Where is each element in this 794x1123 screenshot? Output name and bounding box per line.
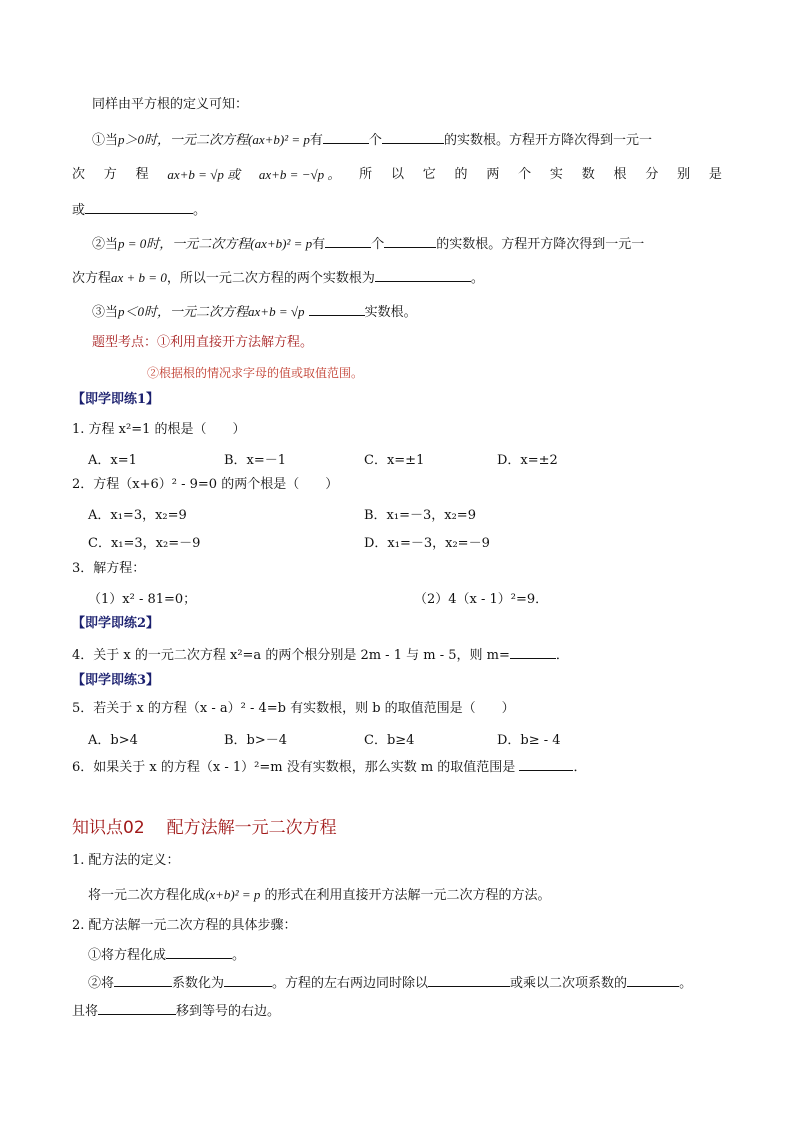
q6-stem: 6．如果关于 x 的方程（x - 1）²=m 没有实数根，那么实数 m 的取值范围是 xyxy=(72,760,516,775)
q3-part-2: （2）4（x - 1）²=9． xyxy=(414,592,549,607)
blank-input[interactable] xyxy=(85,200,193,214)
blank-input[interactable] xyxy=(309,302,365,316)
case1-has: 有 xyxy=(309,133,323,148)
case2-equation: (ax+b)² = p xyxy=(250,236,313,251)
word: 次 xyxy=(72,167,86,182)
def-label: 1. 配方法的定义： xyxy=(72,853,180,868)
q5-option-b[interactable]: B．b>－4 xyxy=(224,733,288,748)
blank-input[interactable] xyxy=(382,130,444,144)
blank-input[interactable] xyxy=(519,757,573,771)
q1-option-d[interactable]: D．x=±2 xyxy=(497,453,558,468)
q1-option-a[interactable]: A．x=1 xyxy=(88,453,137,468)
word: 所 xyxy=(359,167,373,182)
period: 。 xyxy=(679,976,693,991)
case2-suffix: 的实数根。方程开方降次得到一元一 xyxy=(436,237,645,252)
case1-suffix: 的实数根。方程开方降次得到一元一 xyxy=(443,133,652,148)
practice1-title: 【即学即练1】 xyxy=(72,392,160,407)
period: 。 xyxy=(193,203,207,218)
case3-condition: p＜0时，一元二次方程 xyxy=(118,304,249,319)
case3-prefix: ③当 xyxy=(92,305,119,320)
steps-label: 2. 配方法解一元二次方程的具体步骤： xyxy=(72,918,297,933)
word: 分 xyxy=(645,167,659,182)
exam-point-1: ①利用直接开方法解方程。 xyxy=(157,335,314,350)
blank-input[interactable] xyxy=(510,645,556,659)
case3-suffix: 实数根。 xyxy=(364,305,417,320)
exam-points-label: 题型考点： xyxy=(92,335,158,350)
equation: ax+b = √p 或 xyxy=(167,167,241,182)
q5-stem: 5．若关于 x 的方程（x - a）² - 4=b 有实数根，则 b 的取值范围是（ ） xyxy=(72,701,515,716)
case2-prefix: ②当 xyxy=(92,237,119,252)
word: 别 xyxy=(677,167,691,182)
blank-input[interactable] xyxy=(627,973,679,987)
case1-line3 xyxy=(72,200,206,220)
case2-line2 xyxy=(72,268,484,288)
word: 的 xyxy=(454,167,468,182)
q2-option-b[interactable]: B．x₁=－3，x₂=9 xyxy=(364,508,476,523)
case2-has: 有 xyxy=(312,237,326,252)
step2 xyxy=(88,973,692,993)
q1-stem: 1. 方程 x²=1 的根是（ ） xyxy=(72,422,246,437)
blank-input[interactable] xyxy=(323,130,369,144)
section2-heading xyxy=(72,817,337,839)
step2-line2-a: 且将 xyxy=(72,1004,99,1019)
practice3-title: 【即学即练3】 xyxy=(72,673,160,688)
def-equation: (x+b)² = p xyxy=(205,887,261,902)
case1-equation: (ax+b)² = p xyxy=(248,132,310,147)
q2-option-d[interactable]: D．x₁=－3，x₂=－9 xyxy=(364,536,490,551)
case1-ge: 个 xyxy=(368,133,382,148)
case3-equation: ax+b = √p xyxy=(248,304,305,319)
blank-input[interactable] xyxy=(224,973,272,987)
q5-option-c[interactable]: C．b≥4 xyxy=(364,733,415,748)
q5-option-a[interactable]: A．b>4 xyxy=(88,733,138,748)
def-text xyxy=(88,886,551,905)
case2-line2-equation: ax + b = 0 xyxy=(111,270,167,285)
q1-option-b[interactable]: B．x=－1 xyxy=(224,453,287,468)
q3-part-1: （1）x² - 81=0； xyxy=(88,592,197,607)
q4 xyxy=(72,645,569,665)
period: ． xyxy=(573,760,587,775)
heading-title: 配方法解一元二次方程 xyxy=(166,818,337,838)
q6 xyxy=(72,757,586,777)
period: ． xyxy=(555,648,569,663)
heading-number: 知识点02 xyxy=(72,818,145,838)
blank-input[interactable] xyxy=(325,234,371,248)
word: 数 xyxy=(581,167,595,182)
q1-option-c[interactable]: C．x=±1 xyxy=(364,453,425,468)
equation: ax+b = −√p 。 xyxy=(258,167,341,182)
q2-option-c[interactable]: C．x₁=3，x₂=－9 xyxy=(88,536,201,551)
blank-input[interactable] xyxy=(114,973,172,987)
exam-point-2: ②根据根的情况求字母的值或取值范围。 xyxy=(147,366,364,380)
period: 。 xyxy=(232,948,246,963)
q2-option-a[interactable]: A．x₁=3，x₂=9 xyxy=(88,508,187,523)
practice2-title: 【即学即练2】 xyxy=(72,616,160,631)
word: 方 xyxy=(103,167,117,182)
case1-prefix: ①当 xyxy=(92,133,119,148)
def-suffix: 的形式在利用直接开方法解一元二次方程的方法。 xyxy=(264,888,551,903)
case1-line2 xyxy=(72,166,722,184)
case1-line1 xyxy=(92,130,652,150)
word: 实 xyxy=(549,167,563,182)
step1-prefix: ①将方程化成 xyxy=(88,948,167,963)
case2-line2-prefix: 次方程 xyxy=(72,271,112,286)
step2-d: 或乘以二次项系数的 xyxy=(510,976,628,991)
word: 两 xyxy=(486,167,500,182)
q5-option-d[interactable]: D．b≥ - 4 xyxy=(497,733,561,748)
period: 。 xyxy=(470,271,484,286)
word: 以 xyxy=(390,167,404,182)
case2-condition: p = 0时，一元二次方程 xyxy=(118,236,251,251)
case2-ge: 个 xyxy=(371,237,385,252)
step1 xyxy=(88,945,245,965)
q3-stem: 3．解方程： xyxy=(72,561,146,576)
blank-input[interactable] xyxy=(428,973,510,987)
q2-stem: 2．方程（x+6）² - 9=0 的两个根是（ ） xyxy=(72,477,339,492)
word: 是 xyxy=(708,167,722,182)
blank-input[interactable] xyxy=(375,268,471,282)
step2-line2-b: 移到等号的右边。 xyxy=(176,1004,281,1019)
blank-input[interactable] xyxy=(166,945,232,959)
step2-line2 xyxy=(72,1001,280,1021)
case2-line2-rest: ，所以一元二次方程的两个实数根为 xyxy=(166,271,375,286)
case1-condition: p＞0时，一元二次方程 xyxy=(118,132,249,147)
case3-line xyxy=(92,302,417,322)
word: 它 xyxy=(422,167,436,182)
or-text: 或 xyxy=(72,203,86,218)
def-prefix: 将一元二次方程化成 xyxy=(88,888,206,903)
blank-input[interactable] xyxy=(98,1001,176,1015)
word: 程 xyxy=(135,167,149,182)
q4-stem: 4．关于 x 的一元二次方程 x²=a 的两个根分别是 2m - 1 与 m - 5，则 m= xyxy=(72,648,510,663)
intro-text: 同样由平方根的定义可知： xyxy=(92,97,249,112)
step2-c: 。方程的左右两边同时除以 xyxy=(272,976,429,991)
word: 个 xyxy=(518,167,532,182)
step2-b: 系数化为 xyxy=(172,976,225,991)
blank-input[interactable] xyxy=(384,234,436,248)
step2-a: ②将 xyxy=(88,976,115,991)
exam-points xyxy=(92,334,313,352)
word: 根 xyxy=(613,167,627,182)
case2-line1 xyxy=(92,234,644,254)
